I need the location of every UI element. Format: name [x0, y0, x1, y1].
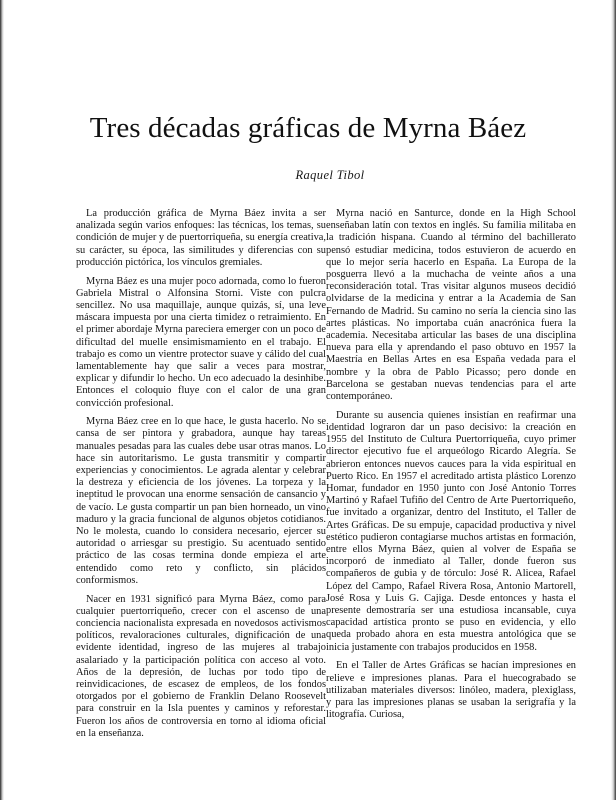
paragraph: Myrna Báez es una mujer poco adornada, como lo fueron Gabriela Mistral o Alfonsina Storni. Viste con pulcra sencillez. No usa maquillaje, aunque quizás, sí, una leve máscara impuesta por una cierta timidez o retraimiento. En el primer abordaje Myrna pareciera emerger con un poco de dificultad del muelle ensimismamiento en el trabajo. El trabajo es como un vientre protector suave y cálido del cual lamentablemente hay que salir a veces para mostrar, explicar y difundir lo hecho. Un eco adecuado la desinhibe. Entonces el coloquio fluye con el calor de una gran convicción profesional. — [76, 275, 326, 409]
right-column — [326, 208, 576, 728]
article-author: Raquel Tibol — [295, 168, 365, 182]
paragraph: En el Taller de Artes Gráficas se hacían impresiones en relieve e impresiones planas. Para el huecograbado se utilizaban materiales diversos: linóleo, madera, plexiglass, y para las impresiones planas se usaban la serigrafía y la litografía. Curiosa, — [326, 660, 576, 721]
paragraph: La producción gráfica de Myrna Báez invita a ser analizada según varios enfoques: las técnicas, los temas, su condición de mujer y de puertorriqueña, su energía creativa, su carácter, su época, las similitudes y diferencias con su producción pictórica, los vínculos gremiales. — [76, 208, 326, 268]
left-column — [76, 208, 326, 747]
paragraph: Durante su ausencia quienes insistían en reafirmar una identidad lograron dar un paso decisivo: la creación en 1955 del Instituto de Cultura Puertorriqueña, cuyo primer director ejecutivo fue el arqueólogo Ricardo Alegría. Se abrieron entonces nuevos cauces para la vida espiritual en Puerto Rico. En 1957 el acreditado artista plástico Lorenzo Homar, fundador en 1950 junto con José Antonio Torres Martinó y Rafael Tufiño del Centro de Arte Puertorriqueño, fue invitado a organizar, dentro del Instituto, el Taller de Artes Gráficas. De su empuje, capacidad productiva y nivel estético pudieron contagiarse muchos artistas en formación, entre ellos Myrna Báez, quien al volver de España se incorporó de inmediato al Taller, donde fueron sus compañeros de gubia y de tórculo: José R. Alicea, Rafael López del Campo, Rafael Rivera Rosa, Antonio Martorell, José Rosa y Luis G. Cajiga. Desde entonces y hasta el presente demostraría ser una estudiosa incansable, cuya capacidad artística pronto se puso en evidencia, y ello queda probado ahora en esta muestra antológica que se inicia justamente con trabajos producidos en 1958. — [326, 409, 576, 653]
paragraph: Nacer en 1931 significó para Myrna Báez, como para cualquier puertorriqueño, crecer con el ascenso de una conciencia nacionalista expresada en novedosos activismos políticos, revaloraciones culturales, dignificación de una evidente identidad, ingreso de las mujeres al trabajo asalariado y la participación política con acceso al voto. Años de la depresión, de luchas por todo tipo de reinvidicaciones, de escasez de empleos, de los fondos otorgados por el gobierno de Franklin Delano Roosevelt para construir en la Isla puentes y caminos y reforestar. Fueron los años de controversia en torno al idioma oficial en la enseñanza. — [76, 593, 326, 739]
paragraph: Myrna Báez cree en lo que hace, le gusta hacerlo. No se cansa de ser pintora y grabadora, aunque hay tareas manuales pesadas para las cuales debe usar otras manos. Lo hace sin autoritarismo. Le gusta transmitir y compartir experiencias y conocimientos. Le agrada alentar y celebrar la destreza y eficiencia de los jóvenes. La torpeza y la ineptitud le provocan una enorme sensación de cansancio y de vacío. Le gusta compartir un pan bien horneado, un vino maduro y la gracia funcional de algunos objetos cotidianos. No le molesta, cuando lo considera necesario, ejercer su autoridad o arriesgar su prestigio. Su acentuado sentido práctico de las cosas termina donde empieza el arte entendido como reto y conflicto, sin plácidos conformismos. — [76, 416, 326, 586]
article-title: Tres décadas gráficas de Myrna Báez — [89, 112, 527, 144]
paragraph: Myrna nació en Santurce, donde en la High School enseñaban latín con textos en inglés. Su familia militaba en la tradición hispana. Cuando al término del bachillerato pensó estudiar medicina, todos estuvieron de acuerdo en que lo mejor sería hacerlo en España. La Europa de la posguerra llevó a la muchacha de veinte años a una reconsideración total. Tras visitar algunos museos decidió olvidarse de la medicina y entrar a la Academia de San Fernando de Madrid. Su camino no sería la ciencia sino las artes plásticas. No importaba cuán anacrónica fuera la academia. Necesitaba articular las bases de una disciplina nueva para ella y aprendando el paso obtuvo en 1957 la Maestría en Bellas Artes en esa España vedada para el nombre y la obra de Pablo Picasso; pero donde en Barcelona se gestaban nuevas tendencias para el arte contemporáneo. — [326, 208, 576, 403]
